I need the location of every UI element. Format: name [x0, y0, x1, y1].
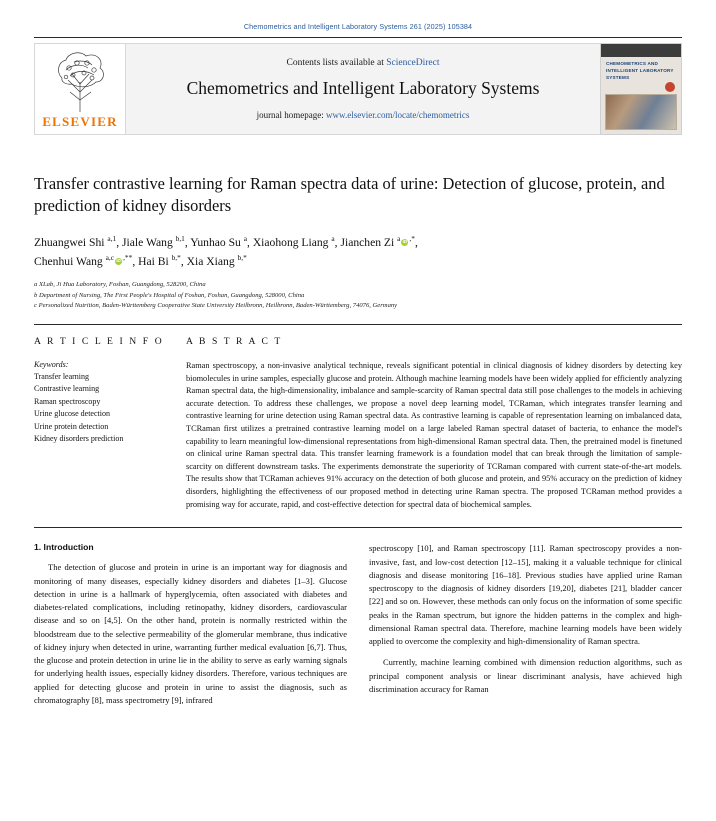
journal-masthead [34, 43, 682, 135]
elsevier-logo [34, 43, 126, 135]
orcid-icon[interactable] [401, 239, 408, 246]
abstract-column [186, 336, 682, 511]
cover-title: CHEMOMETRICS AND INTELLIGENT LABORATORY SYSTEMS [606, 61, 674, 80]
abstract-heading: A B S T R A C T [186, 335, 283, 347]
affiliation-b: b Department of Nursing, The First People's Hospital of Foshan, Foshan, Guangdong, 528000, China [34, 291, 305, 299]
author-jiale-wang: Jiale Wang $^{b,1}$ [122, 234, 185, 250]
info-abstract-section [34, 336, 682, 511]
top-rule [34, 37, 682, 38]
running-head: Chemometrics and Intelligent Laboratory Systems 261 (2025) 105384 [243, 22, 473, 31]
author-yunhao-su: Yunhao Su $^a$ [190, 234, 248, 250]
homepage-prefix: journal homepage: [256, 110, 327, 120]
cover-top-band [601, 44, 681, 57]
article-info-column [34, 336, 186, 511]
affiliations [34, 280, 682, 312]
article-info-heading: A R T I C L E I N F O [34, 335, 164, 347]
body-column-left [34, 542, 347, 715]
title-block [34, 173, 682, 312]
affiliation-a: a XLab, Ji Hua Laboratory, Foshan, Guangdong, 528200, China [34, 280, 206, 288]
body-paragraph: The detection of glucose and protein in urine is an important way for diagnosis and monitoring of many diseases, especially kidney disorders and diabetes [1–3]. Glucose detection in urine is a hallmark of hyperglycemia, often associated with diabetes and diabetes-related complications, including retinopathy, kidney disorders, cardiovascular disease and so on [4,5]. On the other hand, protein is normally restricted within the bloodstream due to the selective permeability of the glomerular membrane, thus indicative of kidney injury when detected in urine, warranting further medical evaluation [6,7]. Thus, the glucose and protein detection in urine lie in the ability to serve as early warning signals for underlying health issues, especially kidney disorders. Therefore, various techniques are applied for detecting glucose and protein in urine to assist the diagnosis, such as chromatography [8], mass spectrometry [9], infrared [34, 562, 347, 705]
mid-rule [34, 324, 682, 325]
bottom-rule [34, 527, 682, 528]
author-jianchen-zi: Jianchen Zi $^a$ iD ,* [340, 236, 415, 249]
affiliation-c: c Personalized Nutrition, Baden-Württemberg Cooperative State University Heilbronn, Heilbronn, Baden-Württemberg, 74076, Germany [34, 302, 398, 310]
section-heading-introduction: 1. Introduction [34, 542, 94, 553]
author-list: Zhuangwei Shi $^{a,1}$, Jiale Wang $^{b,1}$, Yunhao Su $^a$, Xiaohong Liang $^a$, Jianchen Zi $^a$ iD ,*, Chenhui Wang $^{a,c}$ iD ,**, Hai Bi $^{b,*}$, Xia Xiang $^{b,*}$ [34, 233, 682, 271]
keyword-item: Raman spectroscopy [34, 396, 101, 406]
keywords-heading: Keywords: [34, 359, 69, 369]
page-title: Transfer contrastive learning for Raman spectra data of urine: Detection of glucose, protein, and prediction of kidney disorders [34, 174, 665, 216]
keyword-item: Urine protein detection [34, 421, 109, 431]
keyword-item: Transfer learning [34, 371, 90, 381]
author-hai-bi: Hai Bi $^{b,*}$ [138, 253, 181, 268]
journal-cover-thumbnail [600, 43, 682, 135]
keyword-item: Contrastive learning [34, 384, 100, 394]
keywords-list [34, 371, 170, 445]
cover-artwork [605, 94, 677, 130]
author-chenhui-wang: Chenhui Wang $^{a,c}$ iD ,** [34, 255, 132, 268]
cover-badge-icon [665, 82, 675, 92]
contents-line [286, 58, 439, 68]
journal-title: Chemometrics and Intelligent Laboratory Systems [186, 78, 540, 98]
body-column-right [369, 542, 682, 715]
body-paragraph: spectroscopy [10], and Raman spectroscopy [11]. Raman spectroscopy provides a non-invasive, fast, and low-cost detection [12–15], making it a valuable technique for clinical diagnosis and disease monitoring [16–18]. Previous studies have applied urine Raman spectroscopy to the diagnosis of kidney disorders [19,20], diabetes [21], bladder cancer [22] and so on. However, these methods can only focus on the information of some specific peaks in the Raman spectrum, but ignore the hidden patterns in the complex and high-dimensional Raman spectral data. Therefore, machine learning models have been widely applied to overcome the complexity and high-dimensionality of Raman spectra. [369, 543, 682, 647]
body-paragraph: Currently, machine learning combined with dimension reduction algorithms, such as principal component analysis or linear discriminant analysis, have achieved high discrimination accuracy for Raman [369, 657, 682, 694]
abstract-text: Raman spectroscopy, a non-invasive analytical technique, reveals significant potential in clinical diagnosis of kidney disorders by detecting key biomolecules in urine samples, especially glucose and protein. Although machine learning models have been widely applied for efficiently analyzing Raman spectral data, the high-dimensionality, imbalance and sample-scarcity of Raman spectral data still pose challenges to the models in achieving accurate detection. To address these challenges, we propose a novel deep learning model, TCRaman, which integrates transfer learning and contrastive learning for urine detection using Raman spectral data. As contrastive learning is capable of representation learning on imbalanced data, TCRaman first utilizes a pretrained contrastive learning model on a large labeled Raman spectral dataset of bacteria, to enhance the model's capability to learn meaningful low-dimensional representations from high-dimensional Raman spectral data. Then, the pretrained model is finetuned on clinical urine Raman spectral data. This transfer learning framework is a foundation model that can break through the limitation of sample-scarcity on different downstream tasks. The experiments demonstrate the superiority of TCRaman compared with current state-of-the-art models. The results show that TCRaman achieves 91% accuracy on the detection of both glucose and protein, and 95% accuracy on the prediction of kidney disorders, highlighting the effectiveness of our proposed method in detecting urine Raman spectra. The proposed TCRaman method provides a promising way for accurate, rapid, and cost-effective detection for spectral data of biochemical samples. [186, 360, 682, 509]
author-xia-xiang: Xia Xiang $^{b,*}$ [186, 253, 247, 268]
sciencedirect-link[interactable]: ScienceDirect [386, 58, 440, 68]
elsevier-tree-icon [42, 48, 118, 114]
masthead-center [126, 43, 600, 135]
keyword-item: Urine glucose detection [34, 409, 110, 419]
elsevier-wordmark: ELSEVIER [42, 114, 118, 129]
journal-homepage-link[interactable]: www.elsevier.com/locate/chemometrics [326, 110, 470, 120]
author-zhuangwei-shi: Zhuangwei Shi $^{a,1}$ [34, 234, 117, 250]
author-xiaohong-liang: Xiaohong Liang $^a$ [252, 234, 335, 250]
homepage-line [257, 110, 470, 120]
contents-prefix: Contents lists available at [286, 58, 387, 68]
keyword-item: Kidney disorders prediction [34, 433, 124, 443]
body-columns [34, 542, 682, 715]
orcid-icon[interactable] [115, 258, 122, 265]
